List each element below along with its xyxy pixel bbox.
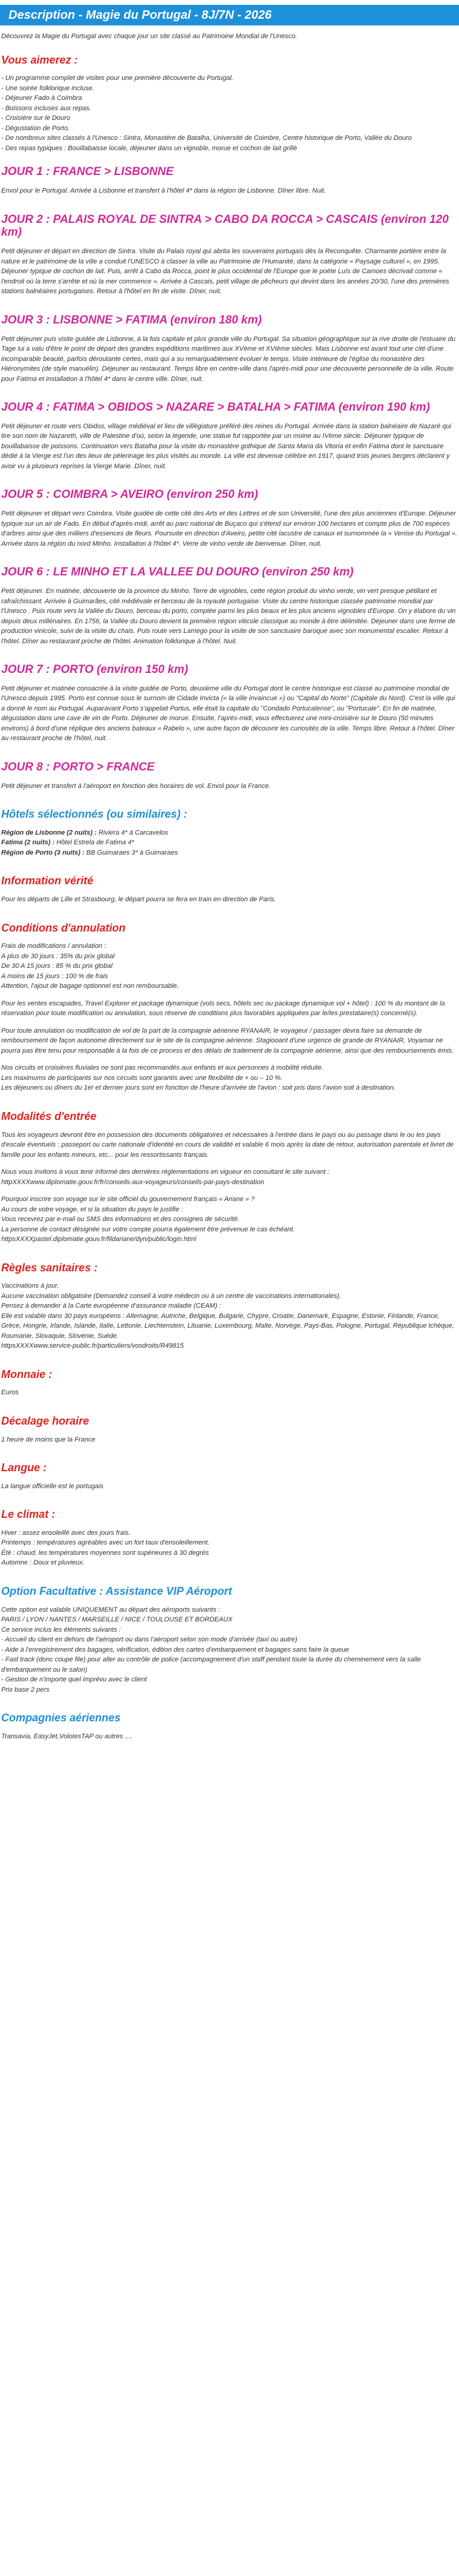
day-text: Petit déjeuner puis visite guidée de Lisbonne, à la fois capitale et plus grande ville du Portugal. Sa situation géographique sur la rive droite de l'estuaire du Tage lui a valu d'être le point de départ des grandes expéditions maritimes aux XVème et XVIème siècles. Mais Lisbonne est avant tout une cité d'une incomparable beauté, parfois déroutante certes, mais qui a su remarquablement évoluer le temps. Visite intérieure de l'église du monastère des Hiéronymites (de style manuélin). Déjeuner au restaurant. Temps libre en centre-ville dans l'après-midi pour une découverte personnelle de la ville. Route pour Fatima et installation à l'hôtel 4* dans le centre ville. Dîner, nuit.	[1, 335, 455, 383]
day-heading: JOUR 7 : PORTO (environ 150 km)	[1, 663, 188, 677]
intro-text: Découvrez la Magie du Portugal avec chaque jour un site classé au Patrimoine Mondial de l'Unesco.	[1, 33, 297, 40]
list-item: - Dégustation de Porto.	[1, 124, 70, 132]
text-line: Automne : Doux et pluvieux.	[1, 1559, 85, 1567]
language-heading: Langue :	[1, 1462, 47, 1474]
day-heading: JOUR 3 : LISBONNE > FATIMA (environ 180 km)	[1, 313, 262, 326]
day-heading: JOUR 1 : FRANCE > LISBONNE	[1, 165, 174, 179]
text-line: Ce service inclus les éléments suivants :	[1, 1626, 121, 1634]
list-item: Région de Lisbonne (2 nuits) : Riviera 4* à Carcavelos	[1, 829, 168, 836]
text-line: Pour toute annulation ou modification de vol de la part de la compagnie aérienne RYANAIR, le voyageur / passager devra faire sa demande de remboursement de façon autonome directement sur le site de la compagnie aérienne. Stagiooant d'une urgence de grande de RYANAIR, Voyamar ne pourra pas être tenu pour responsable à la fois de ce process et des délais de traitement de la compagnie aérienne, ainsi que des remboursements émis.	[1, 1027, 454, 1055]
day-heading: JOUR 6 : LE MINHO ET LA VALLEE DU DOURO (environ 250 km)	[1, 566, 354, 579]
list-item: - Déjeuner Fado à Coimbra	[1, 94, 82, 102]
text-line: Hiver : assez ensoleillé avec des jours frais.	[1, 1529, 131, 1537]
timezone-text: 1 heure de moins que la France	[1, 1435, 96, 1443]
health-heading: Règles sanitaires :	[1, 1261, 98, 1274]
health-block	[1, 1281, 458, 1351]
text-line: - Gestion de n'importe quel imprévu avec le client	[1, 1676, 147, 1684]
list-item: - Des repas typiques : Bouillabaisse locale, déjeuner dans un vignoble, morue et cochon de lait grillé	[1, 144, 297, 152]
text-line: - Accueil du client en dehors de l'aéroport ou dans l'aéroport selon son mode d'arrivée (taxi ou autre)	[1, 1636, 297, 1644]
list-item: - Boissons incluses aux repas.	[1, 104, 91, 112]
option-block	[1, 1605, 458, 1695]
list-item: - Une soirée folklorique incluse.	[1, 84, 94, 92]
day-text: Petit déjeuner et départ en direction de Sintra. Visite du Palais royal qui abrita les souverains portugais dès la Reconquête. Charmante portière entre la nature et le patrimoine de la ville a conduit l'UNESCO à classer la ville au Patrimoine de l'Humanité, dans la catégorie « Paysage culturel », en 1995. Déjeuner typique de cochon de lait. Puis, arrêt à Cabo da Rocca, point le plus occidental de l'Europe que le poète Luís de Camoes décrivait comme « l'endroit où la terre s'arrête et où la mer commence ». Arrivée à Cascais, petit village de pêcheurs qui devint dans les années 20/30, l'une des premières stations balnéaires portugaises. Retour à l'hôtel en fin de visite. Dîner, nuit.	[1, 248, 449, 296]
hotels-heading: Hôtels sélectionnés (ou similaires) :	[1, 808, 188, 821]
formalities-block	[1, 1130, 458, 1245]
page	[0, 5, 459, 1741]
text-line: Vaccinations à jour.	[1, 1282, 59, 1290]
day-heading: JOUR 2 : PALAIS ROYAL DE SINTRA > CABO DA ROCCA > CASCAIS (environ 120 km)	[1, 213, 449, 239]
formalities-heading: Modalités d'entrée	[1, 1110, 97, 1122]
text-line: - Aide à l'enregistrement des bagages, vérification, édition des cartes d'embarquement et bagages sans faire la queue	[1, 1646, 349, 1654]
loves-heading: Vous aimerez :	[1, 53, 78, 66]
day-text: Petit déjeuner. En matinée, découverte de la province du Minho. Terre de vignobles, cette région produit du vinho verde, vin vert presque pétillant et rafraîchissant. Arrivée à Guimarães, cité médiévale et berceau de la royauté portugaise. Visite du centre historique classée patrimoine mondial par l'Unesco . Puis route vers la Vallée du Douro, berceau du porto, comptée parmi les plus beaux et les plus anciens vignobles d'Europe. On y élabore du vin depuis deux millénaires. En 1756, la Vallée du Douro devient la première région viticole classique au monde à être délimitée. Déjeuner dans une ferme de production vinicole, suivi de la visite du chais. Puis route vers Lamego pour la visite de son sanctuaire baroque avec son monumental escalier. Retour à l'hôtel. Dîner au restaurant proche de l'hôtel. Animation folklorique à l'hôtel. Nuit.	[1, 588, 456, 645]
text-line: Pour les ventes escapades, Travel Explorer et package dynamique (vols secs, hôtels sec ou package dynamique vol + hôtel) : 100 % du montant de la réservation pour toute modification ou annulation, sous réserve de conditions plus favorables appliquées par le/les prestataire(s) concerné(s).	[1, 999, 445, 1018]
cancellation-heading: Conditions d'annulation	[1, 921, 126, 934]
text-line: La personne de contact désignée sur votre compte pourra également être prévenue le cas échéant.	[1, 1225, 295, 1233]
text-line: httpsXXXXwww.service-public.fr/particuliers/vosdroits/R49815	[1, 1342, 184, 1350]
list-item: Fatima (2 nuits) : Hôtel Estrela de Fatima 4*	[1, 839, 134, 847]
text-line: Été : chaud, les températures moyennes sont supérieures à 30 degrés	[1, 1549, 210, 1557]
text-line: - Fast track (donc coupe file) pour aller au contrôle de police (accompagnement d'un staff pendant toute la durée du cheminement vers la salle d'embarquement ou le salon)	[1, 1656, 421, 1674]
text-line: A plus de 30 jours : 35% du prix global	[1, 952, 115, 960]
timezone-heading: Décalage horaire	[1, 1414, 90, 1427]
text-line: Tous les voyageurs devront être en possession des documents obligatoires et nécessaires à l'entrée dans le pays ou au passage dans le ou les pays d'escale éventuels : passeport ou carte nationale d'identité en cours de validité et valable 6 mois après la date de retour, autorisation parentale et livret de famille pour les enfants mineurs, etc... pour les ressortissants français.	[1, 1131, 454, 1159]
text-line: Attention, l'ajout de bagage optionnel est non remboursable.	[1, 982, 179, 990]
currency-text: Euros	[1, 1389, 19, 1397]
cancellation-block	[1, 941, 458, 1093]
day-text: Petit déjeuner et départ vers Coimbra. Visite guidée de cette cité des Arts et des Lettres et de son Université, l'une des plus anciennes d'Europe. Déjeuner typique sur un air de Fado. En début d'après-midi, arrêt au parc national de Buçaco qui s'étend sur environ 100 hectares et compte plus de 700 espèces d'arbres ainsi que des milliers d'essences de fleurs. Poursuite en direction d'Aveiro, petite cité lacustre de canaux et surnommée la « Venise du Portugal ». Arrivée dans la région du nord Minho. Installation à l'hôtel 4*. Verre de vinho verde de bienvenue. Dîner, nuit.	[1, 510, 457, 548]
day-heading: JOUR 5 : COIMBRA > AVEIRO (environ 250 km)	[1, 488, 259, 502]
text-line: Frais de modifications / annulation :	[1, 942, 107, 950]
text-line: Nous vous invitons à vous tenir informé des dernières réglementations en vigueur en consultant le site suivant : httpXXXXwww.diplomatie.gouv.fr/fr/conseils-aux-voyageurs/conseils-par-pays-destination	[1, 1168, 329, 1186]
currency-heading: Monnaie :	[1, 1368, 52, 1380]
text-line: Nos circuits et croisières fluviales ne sont pas recommandés aux enfants et aux personnes à mobilité réduite.	[1, 1064, 323, 1072]
text-line: De 30 A 15 jours : 85 % du prix global	[1, 962, 113, 970]
climate-heading: Le climat :	[1, 1508, 56, 1521]
day-text: Petit déjeuner et matinée consacrée à la visite guidée de Porto, deuxième ville du Portugal dont le centre historique est classé au patrimoine mondial de l'Unesco depuis 1995. Porto est connue sous le surnom de Cidade Invicta (« la ville invaincue ») ou "Capital do Norte" (Capitale du Nord). C'est la ville qui a donné le nom au Portugal. Auparavant Porto s'appelait Portus, elle était la capitale du "Condado Portucalense", ou "Portucale". En fin de matinée, dégustation dans une cave de vin de Porto. Déjeuner de morue. Ensuite, l'après-midi, vous effectuerez une mini-croisière sur le Douro (50 minutes environs) à bord d'une réplique des anciens bateaux « Rabelo », une autre façon de découvrir les curiosités de la ville. Temps libre. Retour à l'hôtel. Dîner au restaurant proche de l'hôtel, nuit.	[1, 684, 455, 743]
day-heading: JOUR 8 : PORTO > FRANCE	[1, 760, 155, 773]
text-line: Elle est valable dans 30 pays européens : Allemagne, Autriche, Belgique, Bulgarie, Chypre, Croatie, Danemark, Espagne, Estonie, Finlande, France, Grèce, Hongrie, Irlande, Islande, Italie, Lettonie, Liechtenstein, Lituanie, Luxembourg, Malte, Norvège, Pays-Bas, Pologne, Portugal, République tchèque, Roumanie, Slovaquie, Slovénie, Suède.	[1, 1312, 454, 1340]
text-line: Aucune vaccination obligatoire (Demandez conseil à votre médecin ou à un centre de vaccinations internationales).	[1, 1292, 342, 1300]
list-item: - De nombreux sites classés à l'Unesco : Sintra, Monastère de Batalha, Université de Coimbre, Centre historique de Porto, Vallée du Douro	[1, 134, 412, 142]
list-item: - Un programme complet de visites pour une première découverte du Portugal.	[1, 74, 234, 82]
text-line: A moins de 15 jours : 100 % de frais	[1, 972, 108, 980]
day-text: Petit déjeuner et route vers Obidos, village médiéval et lieu de villégiature préféré des reines du Portugal. Arrivée dans la station balnéaire de Nazaré qui tire son nom de Nazareth, ville de Palestine d'où, selon la légende, une statue fut rapportée par un moine au IVème siècle. Déjeuner typique de bouillabaisse de poissons. Continuation vers Batalha pour la visite du monastère gothique de Santa Maria da Vitoria et enfin Fatima dont le sanctuaire dédié à la Vierge est l'un des lieux de pèlerinage les plus visités au monde. La ville est devenue célèbre en 1917, quand trois jeunes bergers déclarent y avoir vu à plusieurs reprises la Vierge Marie. Dîner, nuit.	[1, 422, 452, 470]
text-line: Vous recevrez par e-mail ou SMS des informations et des consignes de sécurité.	[1, 1216, 240, 1223]
language-text: La langue officielle est le portugais	[1, 1482, 104, 1490]
day-heading: JOUR 4 : FATIMA > OBIDOS > NAZARE > BATALHA > FATIMA (environ 190 km)	[1, 401, 431, 414]
text-line: Prix base 2 pers	[1, 1686, 50, 1694]
airlines-heading: Compagnies aériennes	[1, 1712, 121, 1724]
text-line: Les maximums de participants sur nos circuits sont garantis avec une flexibilité de + ou – 10 %.	[1, 1074, 283, 1082]
text-line: PARIS / LYON / NANTES / MARSEILLE / NICE / TOULOUSE ET BORDEAUX	[1, 1616, 233, 1624]
page-title: Description - Magie du Portugal - 8J/7N - 2026	[0, 5, 459, 25]
text-line: httpsXXXXpastel.diplomatie.gouv.fr/fildariane/dyn/public/login.html	[1, 1236, 197, 1243]
text-line: Pensez à demander à la Carte européenne d'assurance maladie (CEAM) :	[1, 1302, 221, 1310]
option-heading: Option Facultative : Assistance VIP Aéroport	[1, 1584, 233, 1597]
important-heading: Information vérité	[1, 875, 94, 887]
day-text: Envol pour le Portugal. Arrivée à Lisbonne et transfert à l'hôtel 4* dans la région de Lisbonne. Dîner libre. Nuit.	[1, 187, 326, 195]
list-item: Région de Porto (3 nuits) : BB Guimaraes 3* à Guimaraes	[1, 849, 178, 856]
hotels-list	[1, 828, 458, 858]
important-text: Pour les départs de Lille et Strasbourg, le départ pourra se fera en train en direction de Paris.	[1, 896, 276, 904]
text-line: Printemps : températures agréables avec un fort taux d'ensoleillement.	[1, 1539, 210, 1547]
climate-block	[1, 1528, 458, 1568]
description-content	[0, 31, 459, 1741]
text-line: Cette option est valable UNIQUEMENT au départ des aéroports suivants :	[1, 1606, 220, 1614]
airlines-text: Transavia, EasyJet,VolotesTAP ou autres ....	[1, 1732, 133, 1740]
text-line: Au cours de votre voyage, et si la situation du pays le justifie :	[1, 1205, 183, 1213]
text-line: Les déjeuners ou dîners du 1er et dernier jours sont en fonction de l'heure d'arrivée de l'avion : soit pris dans l'avion soit à destination.	[1, 1084, 396, 1092]
text-line: Pourquoi inscrire son voyage sur le site officiel du gouvernement français « Ariane » ?	[1, 1196, 255, 1204]
loves-list	[1, 73, 458, 153]
list-item: - Croisière sur le Douro	[1, 114, 70, 122]
day-text: Petit déjeuner et transfert à l'aéroport en fonction des horaires de vol. Envol pour la France.	[1, 782, 271, 790]
